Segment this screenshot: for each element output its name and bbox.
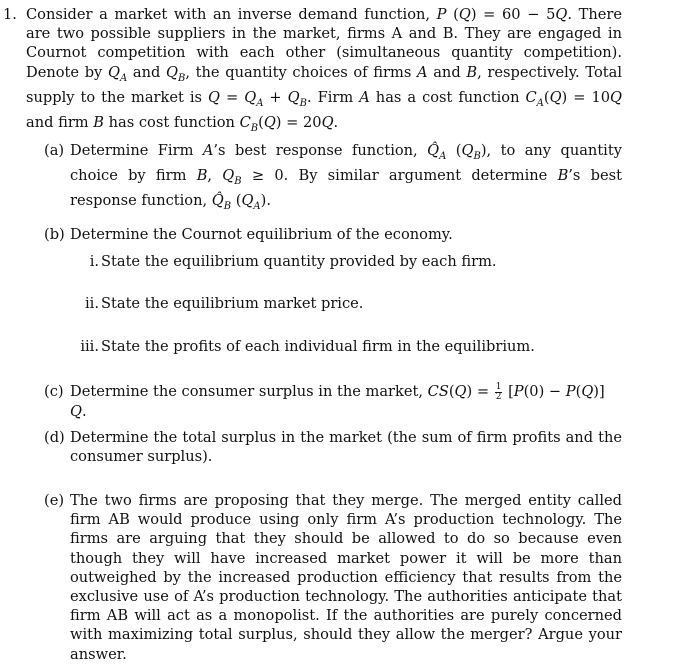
part-b-sub-ii-text: State the equilibrium market price. [101,295,364,312]
part-b-sub-i-label: i. [89,253,99,270]
part-b-sub-ii-label: ii. [85,295,99,312]
part-b-sub-i-text: State the equilibrium quantity provided by each firm. [101,253,497,270]
part-e-text: The two firms are proposing that they merge. The merged entity called firm AB would produce using only firm A’s production technology. The firms are arguing that they should be allowed to do so because even though they will have increased market power it will be more than outweighed by the increased production efficiency that results from the exclusive use of A’s production technology. The authorities anticipate that firm AB will act as a monopolist. If the authorities are purely concerned with maximizing total surplus, should they allow the merger? Argue your answer. [70,492,622,663]
part-e-label: (e) [44,492,65,509]
part-d-text: Determine the total surplus in the market (the sum of firm profits and the consumer surplus). [70,429,622,466]
part-b-sub-iii-text: State the profits of each individual firm in the equilibrium. [101,338,535,355]
part-b-label: (b) [44,226,65,243]
part-b-sub-iii-label: iii. [80,338,99,355]
part-b-text: Determine the Cournot equilibrium of the economy. [70,226,453,243]
part-a-label: (a) [44,142,65,159]
part-a-text: Determine Firm A’s best response function, $Q̂_A$ $(Q_B)$, to any quantity choice by firm B, $Q_B \ge 0$. By similar argument determine B’s best response function, $Q̂_B$ $(Q_A)$. [70,142,622,213]
question-intro: Consider a market with an inverse demand function, P (Q) = 60 − 5Q. There are two possible suppliers in the market, firms A and B. They are engaged in Cournot competition with each other (simultaneous quantity competition). Denote by $Q_A$ and $Q_B$, the quantity choices of firms A and B, respectively. Total supply to the market is $Q = Q_A + Q_B$. Firm A has a cost function $C_A(Q) = 10Q$ and firm B has cost function $C_B(Q) = 20Q$. [26,6,622,134]
part-c-label: (c) [44,383,64,400]
part-c-text: Determine the consumer surplus in the market, CS(Q) = $\frac{1}{2}$ [P(0) − P(Q)] Q. [70,381,605,420]
part-d-label: (d) [44,429,65,446]
question-number: 1. [3,6,17,23]
one-half-fraction: $\frac{1}{2}$ [495,381,502,402]
